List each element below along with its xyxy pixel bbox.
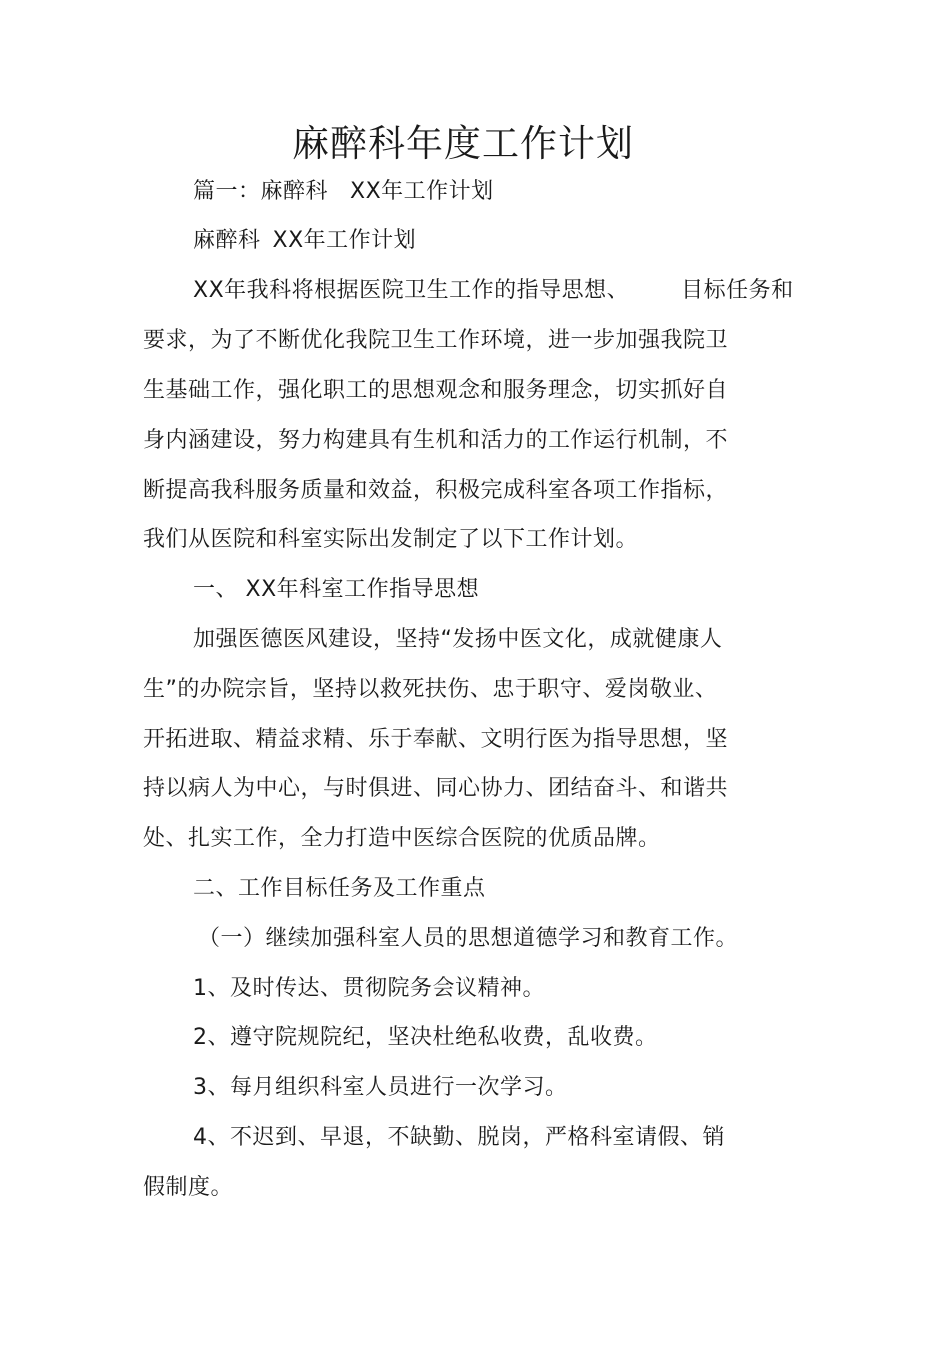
- plan-heading-part-b: XX年工作计划: [272, 228, 417, 253]
- list-item-continuation: 假制度。: [143, 1175, 234, 1200]
- list-item: 4、不迟到、早退，不缺勤、脱岗，严格科室请假、销: [193, 1125, 725, 1150]
- subtitle-part-b: XX年工作计划: [350, 179, 494, 204]
- document-title: 麻醉科年度工作计划: [292, 122, 634, 165]
- list-item: 3、每月组织科室人员进行一次学习。: [193, 1075, 568, 1100]
- plan-heading-part-a: 麻醉科: [193, 228, 261, 253]
- section-1-paragraph-line: 生”的办院宗旨，坚持以救死扶伤、忠于职守、爱岗敬业、: [143, 677, 718, 702]
- intro-paragraph-line: 断提高我科服务质量和效益，积极完成科室各项工作指标，: [143, 478, 729, 503]
- subtitle-part-a: 篇一：麻醉科: [193, 179, 329, 204]
- subtitle: [193, 176, 494, 208]
- section-1-heading: 一、 XX年科室工作指导思想: [193, 577, 480, 602]
- intro-paragraph-line: [193, 275, 794, 307]
- intro-paragraph-line: 身内涵建设，努力构建具有生机和活力的工作运行机制，不: [143, 428, 729, 453]
- section-2-heading: 二、工作目标任务及工作重点: [193, 876, 486, 901]
- section-1-paragraph-line: 处、扎实工作，全力打造中医综合医院的优质品牌。: [143, 826, 661, 851]
- section-1-paragraph-line: 加强医德医风建设，坚持“发扬中医文化，成就健康人: [193, 627, 723, 652]
- list-item: 1、及时传达、贯彻院务会议精神。: [193, 976, 545, 1001]
- intro-paragraph-line: 要求，为了不断优化我院卫生工作环境，进一步加强我院卫: [143, 328, 729, 353]
- plan-heading: [193, 225, 416, 257]
- intro-paragraph-line: 生基础工作，强化职工的思想观念和服务理念，切实抓好自: [143, 378, 729, 403]
- list-item: 2、遵守院规院纪，坚决杜绝私收费，乱收费。: [193, 1025, 658, 1050]
- intro-line-part-a: XX年我科将根据医院卫生工作的指导思想、: [193, 278, 630, 303]
- subsection-1-heading: （一）继续加强科室人员的思想道德学习和教育工作。: [198, 926, 739, 951]
- intro-paragraph-line: 我们从医院和科室实际出发制定了以下工作计划。: [143, 527, 639, 552]
- intro-line-part-b: 目标任务和: [681, 278, 794, 303]
- section-1-paragraph-line: 持以病人为中心，与时俱进、同心协力、团结奋斗、和谐共: [143, 776, 729, 801]
- section-1-paragraph-line: 开拓进取、精益求精、乐于奉献、文明行医为指导思想，坚: [143, 727, 729, 752]
